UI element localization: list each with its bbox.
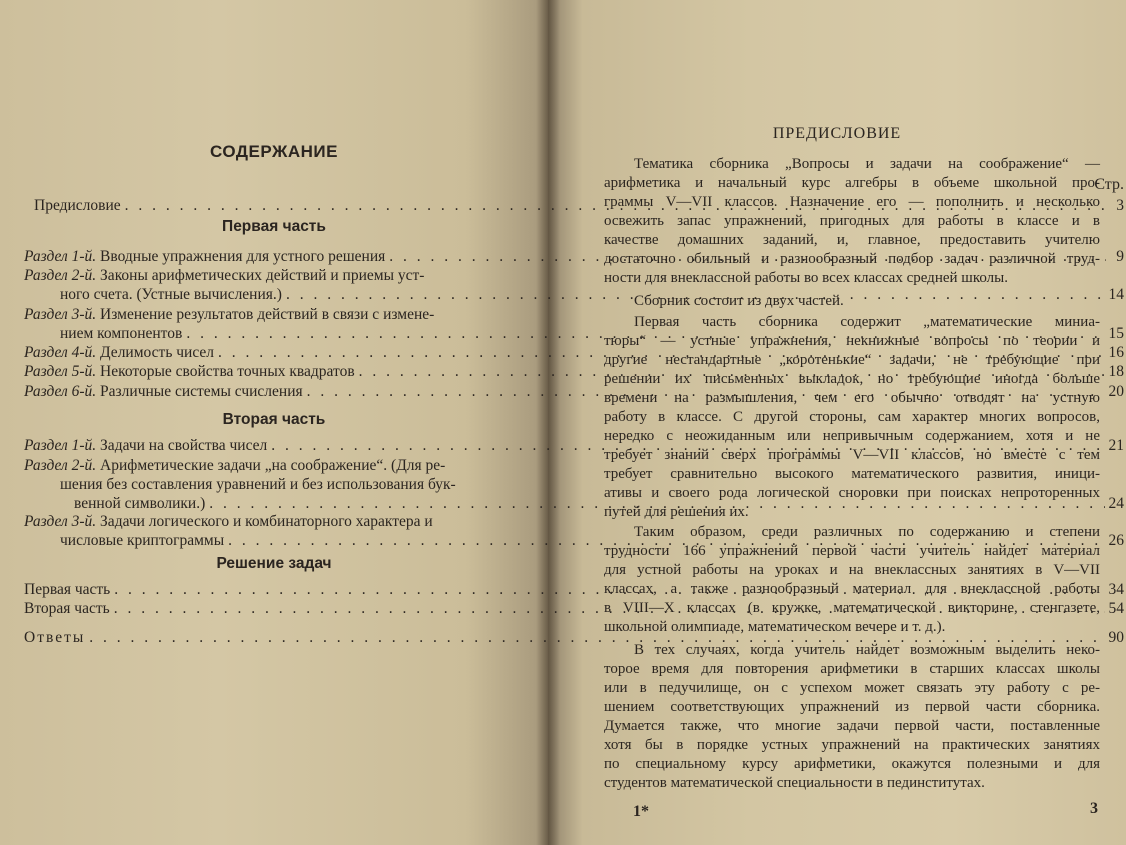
solutions-heading: Решение задач	[216, 555, 332, 572]
toc-entry: Раздел 4-й. Делимость чисел . . . 16	[24, 343, 1124, 362]
toc-entry: Раздел 2-й. Арифметические задачи „на соображение“. (Для ре- шения без составления уравнений и без использования бук- венной символики.) . . . 24	[24, 456, 1124, 513]
toc-entry: Ответы . . . 90	[24, 628, 1124, 647]
foreword-title: ПРЕДИСЛОВИЕ	[772, 125, 902, 142]
page-column-label: Стр.	[1094, 176, 1124, 193]
page-number: 3	[1090, 800, 1098, 817]
foreword-paragraph: Сборник состоит из двух частей.	[634, 293, 844, 309]
toc-label: Предисловие	[34, 197, 121, 214]
part1-heading: Первая часть	[222, 218, 326, 235]
toc-entry: Раздел 1-й. Задачи на свойства чисел . . . 21	[24, 436, 1124, 455]
foreword-paragraph: В тех случаях, когда учитель найдет возможным выделить неко- торое время для повторения арифметики в старших классах школы или в педучилище, он с успехом может связать эту работу с ре- шением соответствующих упражнений из первой части сборника. Думается также, что многие задачи первой части, поставленные хотя бы в порядке устных упражнений на практических занятиях по специальному курсу арифметики, окажутся полезными и для студентов математической специальности в пединститутах.	[604, 642, 1100, 791]
foreword-paragraph: Первая часть сборника содержит „математические миниа- тюры“ — устные упражнения, некнижные вопросы по теории и другие нестандартные „коротенькие“ задачи, не требующие при решении их письменных выкладок, но требующие иногда больше времени на размышления, чем его обычно отводят на устную работу в классе. С другой стороны, сам характер многих вопросов, нередко с неожиданным или непривычным содержанием, хотя и не требует знаний сверх программы V—VII классов, но вместе с тем требует сравнительно высокого математического развития, иници- ативы и своего рода логической сноровки при поисках непроторенных путей для решения их.	[604, 314, 1100, 520]
toc-entry: Раздел 5-й. Некоторые свойства точных квадратов . . . 18	[24, 362, 1124, 381]
signature-mark: 1*	[633, 803, 649, 820]
toc-entry: Раздел 3-й. Изменение результатов действий в связи с измене- нием компонентов . . . 15	[24, 305, 1124, 343]
foreword-paragraph: Таким образом, среди различных по содержанию и степени трудности 166 упражнений первой части учитель найдет материал для устной работы на уроках и на внеклассных занятиях в V—VII классах, а также разнообразный материал для внеклассной работы в VIII—X классах (в кружке, математической викторине, стенгазете, школьной олимпиаде, математическом вечере и т. д.).	[604, 524, 1100, 635]
part2-heading: Вторая часть	[222, 411, 326, 428]
toc-entry: Первая часть . . . 34	[24, 580, 1124, 599]
toc-entry: Раздел 2-й. Законы арифметических действий и приемы уст- ного счета. (Устные вычисления.) . . . 14	[24, 266, 1124, 304]
toc-entry: Раздел 6-й. Различные системы счисления . . . 20	[24, 382, 1124, 401]
toc-entry: Раздел 1-й. Вводные упражнения для устного решения . . . 9	[24, 247, 1124, 266]
toc-entry: Вторая часть . . . 54	[24, 599, 1124, 618]
contents-title: СОДЕРЖАНИЕ	[210, 142, 338, 161]
foreword-paragraph: Тематика сборника „Вопросы и задачи на соображение“ — арифметика и начальный курс алгебры в объеме школьной про- граммы V—VII классов. Назначение его — пополнить и несколько освежить запас упражнений, пригодных для работы в классе и в качестве домашних заданий, и, главное, предоставить учителю достаточно обильный и разнообразный подбор задач различной труд- ности для внеклассной работы во всех классах средней школы.	[604, 156, 1100, 286]
toc-page: 3	[1116, 197, 1124, 214]
toc-entry: Раздел 3-й. Задачи логического и комбинаторного характера и числовые криптограммы . . . 26	[24, 512, 1124, 550]
